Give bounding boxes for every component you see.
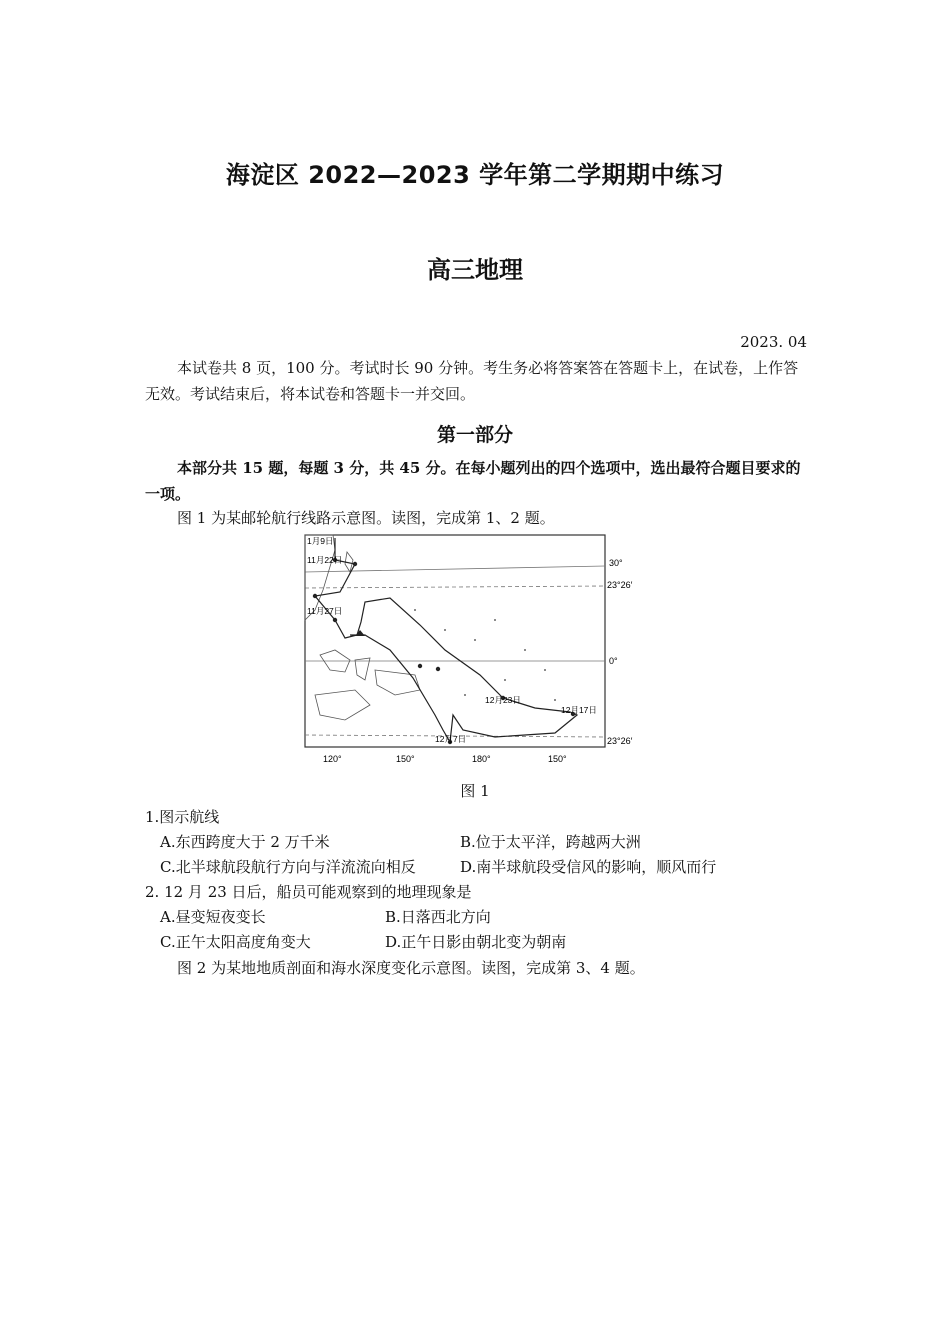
question-1-option-b: B.位于太平洋，跨越两大洲	[460, 833, 641, 851]
question-1-option-d: D.南半球航段受信风的影响，顺风而行	[460, 858, 717, 876]
label-lat0: 0°	[609, 656, 618, 666]
label-dec17: 12月17日	[561, 705, 597, 715]
label-lon150: 150°	[396, 754, 415, 764]
exam-date: 2023. 04	[740, 333, 807, 351]
label-nov22: 11月22日	[307, 555, 343, 565]
part-heading: 第一部分	[436, 424, 513, 446]
label-dec7: 12月7日	[435, 734, 467, 744]
label-lat30: 30°	[609, 558, 623, 568]
figure1-map	[295, 530, 645, 775]
subject-title: 高三地理	[427, 256, 523, 284]
question-2-option-d: D.正午日影由朝北变为朝南	[385, 933, 567, 951]
label-lon150w: 150°	[548, 754, 567, 764]
question-1-option-a: A.东西跨度大于 2 万千米	[160, 833, 330, 851]
label-lat2326s: 23°26′	[607, 736, 633, 746]
label-lat2326n: 23°26′	[607, 580, 633, 590]
label-lon120: 120°	[323, 754, 342, 764]
figure2-lead: 图 2 为某地地质剖面和海水深度变化示意图。读图，完成第 3、4 题。	[177, 959, 645, 977]
question-1-stem: 1.图示航线	[145, 808, 220, 826]
figure1-caption: 图 1	[460, 782, 490, 800]
exam-title: 海淀区 2022—2023 学年第二学期期中练习	[225, 161, 725, 189]
question-1-option-c: C.北半球航段航行方向与洋流流向相反	[160, 858, 416, 876]
instructions: 本试卷共 8 页，100 分。考试时长 90 分钟。考生务必将答案答在答题卡上，在试卷，上作答无效。考试结束后，将本试卷和答题卡一并交回。	[145, 359, 799, 403]
label-jan: 1月9日	[307, 536, 334, 546]
question-2-option-c: C.正午太阳高度角变大	[160, 933, 311, 951]
label-lon180: 180°	[472, 754, 491, 764]
question-2-option-a: A.昼变短夜变长	[160, 908, 266, 926]
label-dec23: 12月23日	[485, 695, 521, 705]
question-2-option-b: B.日落西北方向	[385, 908, 491, 926]
label-nov27: 11月27日	[307, 606, 343, 616]
question-2-stem: 2. 12 月 23 日后，船员可能观察到的地理现象是	[145, 883, 472, 901]
part-intro: 本部分共 15 题，每题 3 分，共 45 分。在每小题列出的四个选项中，选出最符合题目要求的一项。	[145, 459, 801, 503]
figure1-lead: 图 1 为某邮轮航行线路示意图。读图，完成第 1、2 题。	[177, 509, 555, 527]
